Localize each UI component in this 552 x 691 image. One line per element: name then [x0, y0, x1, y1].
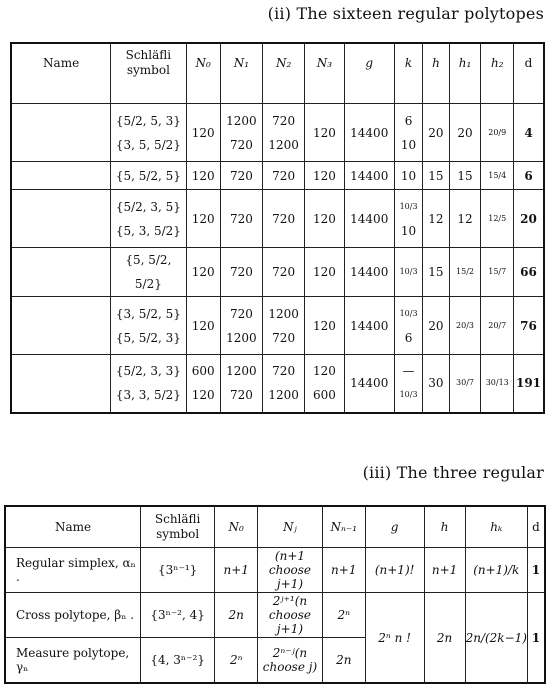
schlafli-cell: {5/2, 3, 3} {3, 3, 5/2}	[111, 355, 186, 413]
n3-cell: 120	[305, 162, 344, 190]
k-cell: 10/3 10	[394, 190, 422, 248]
col-header-n0: N₀	[215, 506, 258, 548]
name-cell	[11, 162, 111, 190]
col-header-nj: Nⱼ	[258, 506, 323, 548]
h-cell: 15	[423, 248, 449, 297]
n0-cell: n+1	[215, 548, 258, 593]
n1-cell: 1200 720	[220, 104, 262, 162]
g-cell: (n+1)!	[365, 548, 424, 593]
h-cell: 15	[423, 162, 449, 190]
k-cell: 10/3 6	[394, 297, 422, 355]
nj-cell: (n+1 choose j+1)	[258, 548, 323, 593]
col-header-k: k	[394, 43, 422, 104]
col-header-n0: N₀	[186, 43, 220, 104]
name-cell	[11, 297, 111, 355]
table-row	[11, 104, 544, 162]
name-cell	[11, 104, 111, 162]
n0-cell: 2ⁿ	[215, 638, 258, 684]
name-cell: Measure polytope, γₙ	[5, 638, 141, 684]
nn1-cell: 2ⁿ	[322, 593, 365, 638]
h1-cell: 20/3	[449, 297, 481, 355]
schlafli-cell: {3, 5/2, 5} {5, 5/2, 3}	[111, 297, 186, 355]
table-row	[11, 355, 544, 413]
h1-cell: 30/7	[449, 355, 481, 413]
h1-cell: 15	[449, 162, 481, 190]
h1-cell: 12	[449, 190, 481, 248]
table-row	[11, 297, 544, 355]
d-cell: 191	[514, 355, 544, 413]
g-cell: 14400	[344, 248, 394, 297]
col-header-d: d	[527, 506, 545, 548]
n0-cell: 120	[186, 297, 220, 355]
g-cell: 14400	[344, 104, 394, 162]
h-cell: 20	[423, 104, 449, 162]
n2-cell: 720	[263, 190, 305, 248]
h-cell: 2n	[424, 593, 465, 684]
col-header-g: g	[344, 43, 394, 104]
h2-cell: 30/13	[481, 355, 514, 413]
sixteen-polytopes-table	[10, 42, 545, 414]
name-cell: Regular simplex, αₙ .	[5, 548, 141, 593]
h-cell: 12	[423, 190, 449, 248]
n1-cell: 720 1200	[220, 297, 262, 355]
k-cell: — 10/3	[394, 355, 422, 413]
h2-cell: 20/9	[481, 104, 514, 162]
schlafli-cell: {3ⁿ⁻², 4}	[141, 593, 215, 638]
k-cell: 6 10	[394, 104, 422, 162]
hk-cell: (n+1)/k	[465, 548, 527, 593]
col-header-n2: N₂	[263, 43, 305, 104]
n3-cell: 120	[305, 190, 344, 248]
h2-cell: 15/4	[481, 162, 514, 190]
table-row	[5, 548, 545, 593]
d-cell: 66	[514, 248, 544, 297]
hk-cell: 2n/(2k−1)	[465, 593, 527, 684]
n3-cell: 120 600	[305, 355, 344, 413]
col-header-h: h	[423, 43, 449, 104]
section-title-sixteen-polytopes: (ii) The sixteen regular polytopes	[267, 4, 544, 23]
schlafli-cell: {5, 5/2, 5}	[111, 162, 186, 190]
col-header-name: Name	[11, 43, 111, 104]
section-title-three-regular: (iii) The three regular	[362, 463, 544, 482]
h-cell: n+1	[424, 548, 465, 593]
col-header-h: h	[424, 506, 465, 548]
col-header-h1: h₁	[449, 43, 481, 104]
d-cell: 76	[514, 297, 544, 355]
n2-cell: 720 1200	[263, 355, 305, 413]
table-header-row	[11, 43, 544, 104]
n0-cell: 120	[186, 190, 220, 248]
h-cell: 30	[423, 355, 449, 413]
d-cell: 20	[514, 190, 544, 248]
n2-cell: 720	[263, 248, 305, 297]
g-cell: 14400	[344, 190, 394, 248]
col-header-nn1: Nₙ₋₁	[322, 506, 365, 548]
col-header-g: g	[365, 506, 424, 548]
col-header-name: Name	[5, 506, 141, 548]
col-header-schlafli: Schläfli symbol	[111, 43, 186, 104]
d-cell: 6	[514, 162, 544, 190]
table-row	[5, 593, 545, 638]
name-cell	[11, 190, 111, 248]
three-regular-polytopes-table	[4, 505, 546, 684]
schlafli-cell: {3ⁿ⁻¹}	[141, 548, 215, 593]
table-row	[11, 190, 544, 248]
schlafli-cell: {5/2, 5, 3} {3, 5, 5/2}	[111, 104, 186, 162]
schlafli-cell: {5, 5/2, 5/2}	[111, 248, 186, 297]
g-cell: 14400	[344, 162, 394, 190]
n0-cell: 120	[186, 248, 220, 297]
n2-cell: 1200 720	[263, 297, 305, 355]
nn1-cell: 2n	[322, 638, 365, 684]
n1-cell: 720	[220, 248, 262, 297]
k-cell: 10/3	[394, 248, 422, 297]
n3-cell: 120	[305, 297, 344, 355]
col-header-h2: h₂	[481, 43, 514, 104]
table-row	[11, 248, 544, 297]
g-cell: 2ⁿ n !	[365, 593, 424, 684]
n0-cell: 2n	[215, 593, 258, 638]
k-cell: 10	[394, 162, 422, 190]
h2-cell: 15/7	[481, 248, 514, 297]
n2-cell: 720	[263, 162, 305, 190]
h1-cell: 20	[449, 104, 481, 162]
col-header-d: d	[514, 43, 544, 104]
n3-cell: 120	[305, 248, 344, 297]
n1-cell: 1200 720	[220, 355, 262, 413]
d-cell: 1	[527, 548, 545, 593]
col-header-hk: hₖ	[465, 506, 527, 548]
col-header-n3: N₃	[305, 43, 344, 104]
n1-cell: 720	[220, 190, 262, 248]
col-header-schlafli: Schläfli symbol	[141, 506, 215, 548]
table-row	[11, 162, 544, 190]
n0-cell: 120	[186, 162, 220, 190]
h2-cell: 20/7	[481, 297, 514, 355]
table-header-row	[5, 506, 545, 548]
nj-cell: 2ⁿ⁻ʲ(n choose j)	[258, 638, 323, 684]
g-cell: 14400	[344, 355, 394, 413]
nn1-cell: n+1	[322, 548, 365, 593]
h1-cell: 15/2	[449, 248, 481, 297]
schlafli-cell: {4, 3ⁿ⁻²}	[141, 638, 215, 684]
n0-cell: 120	[186, 104, 220, 162]
h-cell: 20	[423, 297, 449, 355]
d-cell: 4	[514, 104, 544, 162]
col-header-n1: N₁	[220, 43, 262, 104]
name-cell	[11, 355, 111, 413]
n0-cell: 600 120	[186, 355, 220, 413]
g-cell: 14400	[344, 297, 394, 355]
nj-cell: 2ʲ⁺¹(n choose j+1)	[258, 593, 323, 638]
schlafli-cell: {5/2, 3, 5} {5, 3, 5/2}	[111, 190, 186, 248]
n1-cell: 720	[220, 162, 262, 190]
n3-cell: 120	[305, 104, 344, 162]
d-cell: 1	[527, 593, 545, 684]
n2-cell: 720 1200	[263, 104, 305, 162]
h2-cell: 12/5	[481, 190, 514, 248]
name-cell: Cross polytope, βₙ .	[5, 593, 141, 638]
name-cell	[11, 248, 111, 297]
